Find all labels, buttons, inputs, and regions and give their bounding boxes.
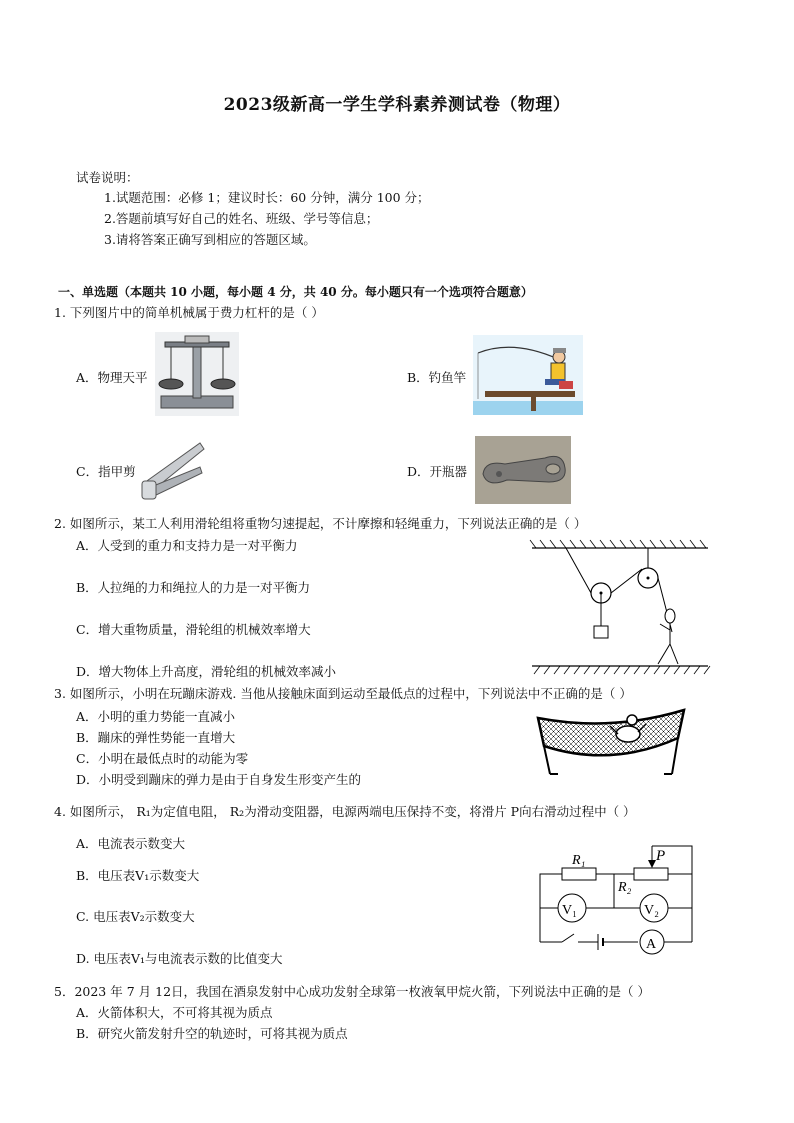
q1-option-c: C．指甲剪 [76,464,136,479]
q3-option-b: B．蹦床的弹性势能一直增大 [76,730,236,745]
p-label: P [656,848,666,864]
q4-option-a: A．电流表示数变大 [76,836,186,851]
fishing-rod-image [473,335,583,415]
q5-option-b: B．研究火箭发射升空的轨迹时，可将其视为质点 [76,1026,348,1041]
q3-option-c: C．小明在最低点时的动能为零 [76,751,249,766]
r1-label: R₁ [572,853,586,868]
q2-option-a: A．人受到的重力和支持力是一对平衡力 [76,538,298,553]
q3-option-d: D．小明受到蹦床的弹力是由于自身发生形变产生的 [76,772,362,787]
q1-option-a: A．物理天平 [76,370,148,385]
question-1-stem: 1. 下列图片中的简单机械属于费力杠杆的是（ ） [54,305,324,320]
instruction-item: 3.请将答案正确写到相应的答题区域。 [104,232,316,247]
r2-label: R₂ [618,880,632,895]
pulley-diagram [530,540,710,676]
q4-option-b: B．电压表V₁示数变大 [76,868,200,883]
q5-option-a: A．火箭体积大，不可将其视为质点 [76,1005,273,1020]
q2-option-c: C．增大重物质量，滑轮组的机械效率增大 [76,622,311,637]
bottle-opener-image [475,436,571,504]
instruction-item: 1.试题范围：必修 1；建议时长：60 分钟，满分 100 分； [104,190,430,205]
page-title: 2023级新高一学生学科素养测试卷（物理） [223,95,571,115]
v2-label: V₂ [644,903,659,918]
instructions-heading: 试卷说明： [76,170,139,185]
v1-label: V₁ [562,903,577,918]
trampoline-image [536,704,686,778]
q3-option-a: A．小明的重力势能一直减小 [76,709,236,724]
q4-option-d: D. 电压表V₁与电流表示数的比值变大 [76,951,283,966]
nail-clipper-image [140,437,208,503]
q2-option-b: B．人拉绳的力和绳拉人的力是一对平衡力 [76,580,311,595]
instruction-item: 2.答题前填写好自己的姓名、班级、学号等信息； [104,211,379,226]
circuit-diagram [536,844,696,956]
question-3-stem: 3. 如图所示，小明在玩蹦床游戏. 当他从接触床面到运动至最低点的过程中，下列说法中不正确的是（ ） [54,686,632,701]
q2-option-d: D．增大物体上升高度，滑轮组的机械效率减小 [76,664,337,679]
q4-option-c: C. 电压表V₂示数变大 [76,909,195,924]
q1-option-b: B．钓鱼竿 [407,370,467,385]
q1-option-d: D．开瓶器 [407,464,468,479]
question-5-stem: 5．2023 年 7 月 12日，我国在酒泉发射中心成功发射全球第一枚液氧甲烷火箭，下列说法中正确的是（ ） [54,984,650,999]
a-label: A [646,937,657,952]
balance-image [155,332,239,416]
question-4-stem: 4. 如图所示， R₁为定值电阻， R₂为滑动变阻器，电源两端电压保持不变，将滑片 P向右滑动过程中（ ） [54,804,636,819]
section-heading: 一、单选题（本题共 10 小题，每小题 4 分，共 40 分。每小题只有一个选项符合题意） [58,285,533,299]
question-2-stem: 2. 如图所示，某工人利用滑轮组将重物匀速提起，不计摩擦和轻绳重力，下列说法正确的是（ ） [54,516,587,531]
